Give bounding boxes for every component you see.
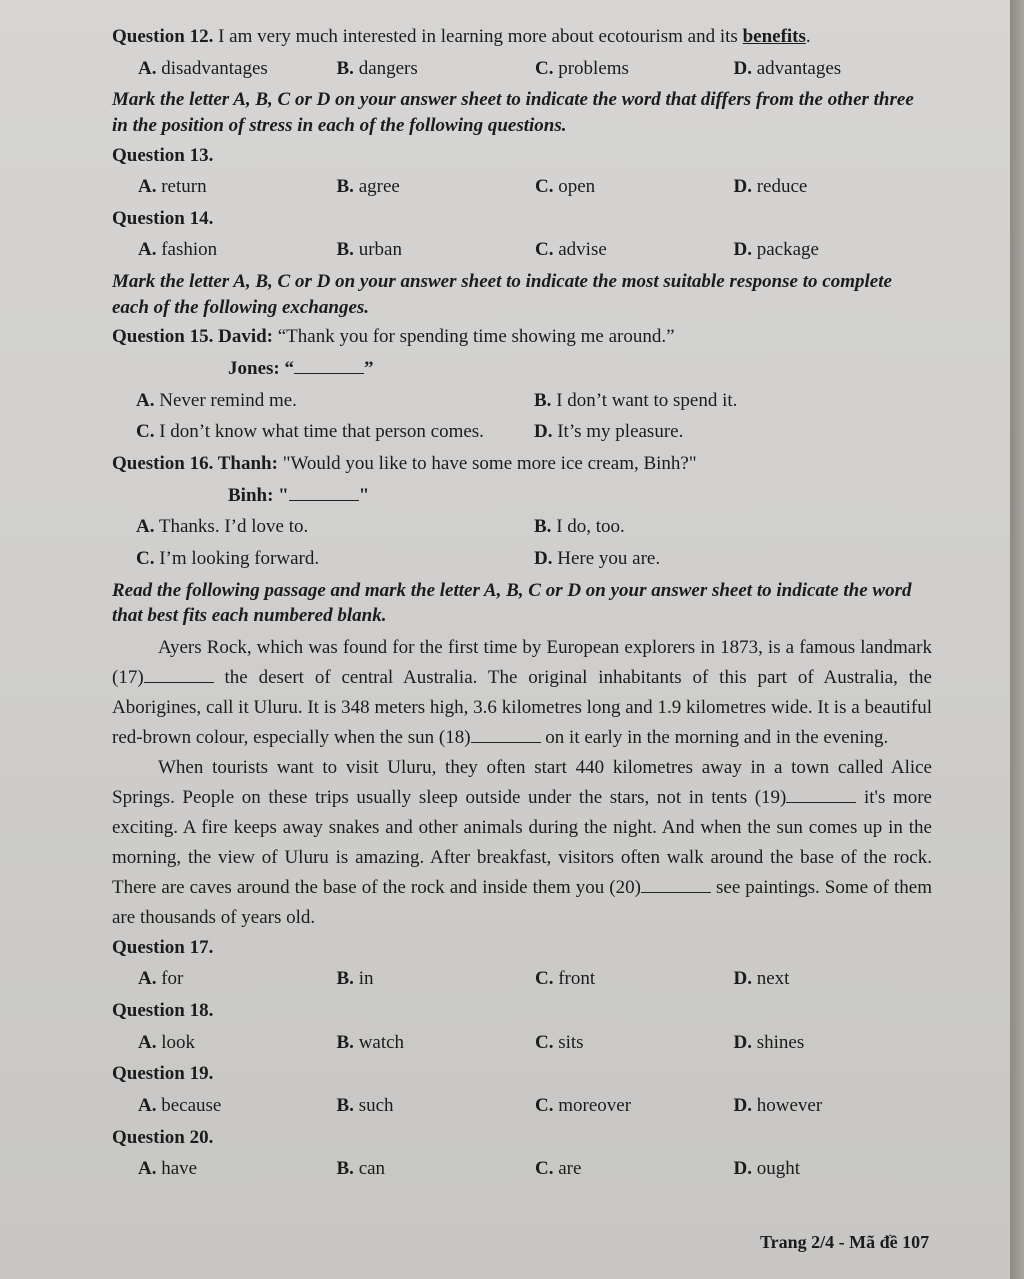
option-c: [535, 174, 734, 200]
instruction-passage: Read the following passage and mark the letter A, B, C or D on your answer sheet to indicate the word that best fits each numbered blank.: [112, 579, 912, 627]
question-16: [112, 451, 932, 477]
option-letter: B.: [336, 57, 354, 79]
option-text: Never remind me.: [154, 389, 297, 411]
option-text: package: [751, 239, 819, 261]
option-text: problems: [553, 57, 629, 79]
option-c: [535, 237, 734, 263]
question-16-options-row-1: [136, 514, 932, 540]
instruction-response: Mark the letter A, B, C or D on your answer sheet to indicate the most suitable response to complete each of the following exchanges.: [112, 271, 892, 318]
option-letter: A.: [138, 1031, 157, 1053]
passage-text: on it early in the morning and in the evening.: [540, 726, 889, 748]
option-letter: B.: [336, 176, 354, 198]
option-text: urban: [353, 239, 402, 261]
question-20-label: Question 20.: [112, 1126, 214, 1148]
passage-text: see paintings. Some of them are thousands of years old.: [112, 876, 932, 928]
option-c: [535, 966, 734, 992]
option-text: shines: [751, 1031, 805, 1053]
blank-18: [471, 723, 541, 743]
question-14-label: Question 14.: [112, 207, 214, 229]
option-b: [337, 174, 536, 200]
option-c: [535, 1156, 734, 1182]
answer-blank: [289, 481, 359, 501]
option-b: [337, 56, 536, 82]
option-d: [734, 966, 933, 992]
option-letter: B.: [336, 1158, 354, 1180]
passage-text: When tourists want to visit Uluru, they often start 440 kilometres away in a town called Alice Springs. People on these trips usually sleep outside under the stars, not in tents (19): [112, 756, 932, 808]
option-letter: B.: [336, 1095, 354, 1117]
option-text: ought: [751, 1158, 801, 1180]
instruction-stress: Mark the letter A, B, C or D on your answer sheet to indicate the word that differs from the other three in the position of stress in each of the following questions.: [112, 89, 914, 136]
option-letter: D.: [534, 421, 553, 443]
blank-17: [144, 663, 214, 683]
question-18-label: Question 18.: [112, 1000, 214, 1022]
option-text: front: [553, 968, 596, 990]
option-text: return: [156, 176, 207, 198]
option-a: [138, 966, 337, 992]
option-letter: B.: [534, 516, 552, 538]
response-close: ": [358, 484, 370, 506]
option-b: [337, 1156, 536, 1182]
option-d: [534, 419, 932, 445]
question-19-label: Question 19.: [112, 1063, 214, 1085]
option-d: [734, 237, 933, 263]
question-16-stem: "Would you like to have some more ice cream, Binh?": [277, 452, 697, 474]
option-letter: A.: [138, 239, 157, 261]
exam-content: [112, 24, 932, 1188]
response-close: ”: [363, 358, 374, 380]
passage-paragraph-2: [112, 753, 932, 933]
underlined-word: benefits: [742, 26, 806, 47]
question-15-options-row-1: [136, 388, 932, 414]
option-letter: A.: [138, 968, 157, 990]
option-c: [535, 1093, 734, 1119]
option-letter: D.: [733, 1031, 752, 1053]
option-c: [136, 419, 534, 445]
option-letter: A.: [138, 57, 157, 79]
response-open: Jones: “: [228, 358, 294, 380]
question-16-response: [228, 481, 932, 509]
option-letter: C.: [535, 57, 554, 79]
option-text: advantages: [751, 57, 842, 79]
question-12-stem-end: .: [805, 26, 811, 47]
option-d: [734, 1156, 933, 1182]
option-letter: C.: [136, 547, 155, 569]
option-letter: C.: [535, 1158, 554, 1180]
question-13-options: [138, 174, 932, 200]
option-a: [136, 514, 534, 540]
option-text: I’m looking forward.: [154, 547, 320, 569]
option-letter: A.: [136, 389, 155, 411]
option-c: [535, 56, 734, 82]
option-text: advise: [553, 239, 607, 261]
option-letter: A.: [138, 1158, 157, 1180]
option-a: [138, 174, 337, 200]
option-a: [138, 1093, 337, 1119]
option-a: [138, 237, 337, 263]
option-d: [734, 174, 933, 200]
option-text: for: [156, 968, 184, 990]
option-letter: B.: [534, 389, 552, 411]
option-b: [534, 514, 932, 540]
answer-blank: [294, 354, 364, 374]
option-text: such: [353, 1095, 394, 1117]
option-d: [734, 1030, 933, 1056]
option-b: [337, 1093, 536, 1119]
blank-19: [786, 783, 856, 803]
option-text: I don’t want to spend it.: [551, 389, 738, 411]
option-text: because: [156, 1095, 222, 1117]
question-13-label: Question 13.: [112, 144, 214, 166]
question-16-label: Question 16. Thanh:: [112, 452, 278, 474]
option-b: [337, 966, 536, 992]
option-c: [535, 1030, 734, 1056]
question-15: [112, 324, 932, 350]
option-text: in: [353, 968, 374, 990]
reading-passage: [112, 633, 932, 933]
blank-20: [641, 873, 711, 893]
option-text: agree: [353, 176, 400, 198]
question-20-options: [138, 1156, 932, 1182]
passage-text: Ayers Rock, which was found for the first time by European explorers in 1873, is a famous landmark (17): [112, 636, 932, 688]
option-text: open: [553, 176, 596, 198]
option-text: however: [751, 1095, 823, 1117]
question-15-response: [228, 354, 932, 382]
option-b: [337, 1030, 536, 1056]
option-a: [138, 1156, 337, 1182]
question-12: [112, 24, 932, 50]
option-letter: B.: [336, 1031, 354, 1053]
option-b: [337, 237, 536, 263]
option-text: Here you are.: [552, 547, 661, 569]
option-letter: C.: [535, 1031, 554, 1053]
question-12-options: [138, 56, 932, 82]
option-b: [534, 388, 932, 414]
page-footer: Trang 2/4 - Mã đề 107: [760, 1232, 930, 1252]
option-text: It’s my pleasure.: [552, 421, 684, 443]
passage-text: the desert of central Australia. The original inhabitants of this part of Australia, the Aborigines, call it Uluru. It is 348 meters high, 3.6 kilometres long and 1.9 kilometres wide. It is a beautiful red-brown colour, especially when the sun (18): [112, 666, 932, 748]
option-letter: D.: [733, 57, 752, 79]
option-letter: D.: [733, 1095, 752, 1117]
option-letter: C.: [535, 968, 554, 990]
option-letter: C.: [535, 239, 554, 261]
option-text: dangers: [353, 57, 418, 79]
question-19-options: [138, 1093, 932, 1119]
option-letter: B.: [336, 239, 354, 261]
option-text: are: [553, 1158, 582, 1180]
option-text: moreover: [553, 1095, 632, 1117]
option-text: I don’t know what time that person comes.: [154, 421, 484, 443]
option-text: can: [353, 1158, 386, 1180]
question-12-label: Question 12.: [112, 26, 214, 47]
option-letter: D.: [733, 968, 752, 990]
option-text: reduce: [751, 176, 808, 198]
passage-text: it's more exciting. A fire keeps away snakes and other animals during the night. And when the sun comes up in the morning, the view of Uluru is amazing. After breakfast, visitors often walk around the base of the rock. There are caves around the base of the rock and inside them you (20): [112, 786, 932, 898]
option-c: [136, 546, 534, 572]
passage-paragraph-1: [112, 633, 932, 753]
page-edge: [1010, 0, 1024, 1279]
option-letter: A.: [138, 1095, 157, 1117]
response-open: Binh: ": [228, 484, 289, 506]
question-17-label: Question 17.: [112, 936, 214, 958]
option-d: [734, 56, 933, 82]
option-a: [138, 1030, 337, 1056]
question-15-stem: “Thank you for spending time showing me around.”: [273, 326, 675, 348]
option-letter: D.: [733, 239, 752, 261]
question-14-options: [138, 237, 932, 263]
option-letter: B.: [336, 968, 354, 990]
question-17-options: [138, 966, 932, 992]
option-letter: C.: [535, 1095, 554, 1117]
question-15-label: Question 15. David:: [112, 326, 273, 348]
option-text: sits: [553, 1031, 584, 1053]
option-text: look: [156, 1031, 196, 1053]
question-16-options-row-2: [136, 546, 932, 572]
option-letter: A.: [138, 176, 157, 198]
option-a: [138, 56, 337, 82]
option-letter: D.: [534, 547, 553, 569]
option-text: have: [156, 1158, 198, 1180]
option-letter: C.: [136, 421, 155, 443]
option-text: Thanks. I’d love to.: [154, 516, 309, 538]
question-15-options-row-2: [136, 419, 932, 445]
option-text: I do, too.: [551, 516, 625, 538]
option-d: [534, 546, 932, 572]
question-18-options: [138, 1030, 932, 1056]
option-d: [734, 1093, 933, 1119]
option-text: fashion: [156, 239, 218, 261]
option-letter: A.: [136, 516, 155, 538]
question-12-stem: I am very much interested in learning more about ecotourism and its: [213, 26, 743, 47]
option-letter: C.: [535, 176, 554, 198]
option-letter: D.: [733, 1158, 752, 1180]
option-text: disadvantages: [156, 57, 268, 79]
option-text: watch: [353, 1031, 405, 1053]
option-text: next: [751, 968, 790, 990]
option-letter: D.: [733, 176, 752, 198]
option-a: [136, 388, 534, 414]
